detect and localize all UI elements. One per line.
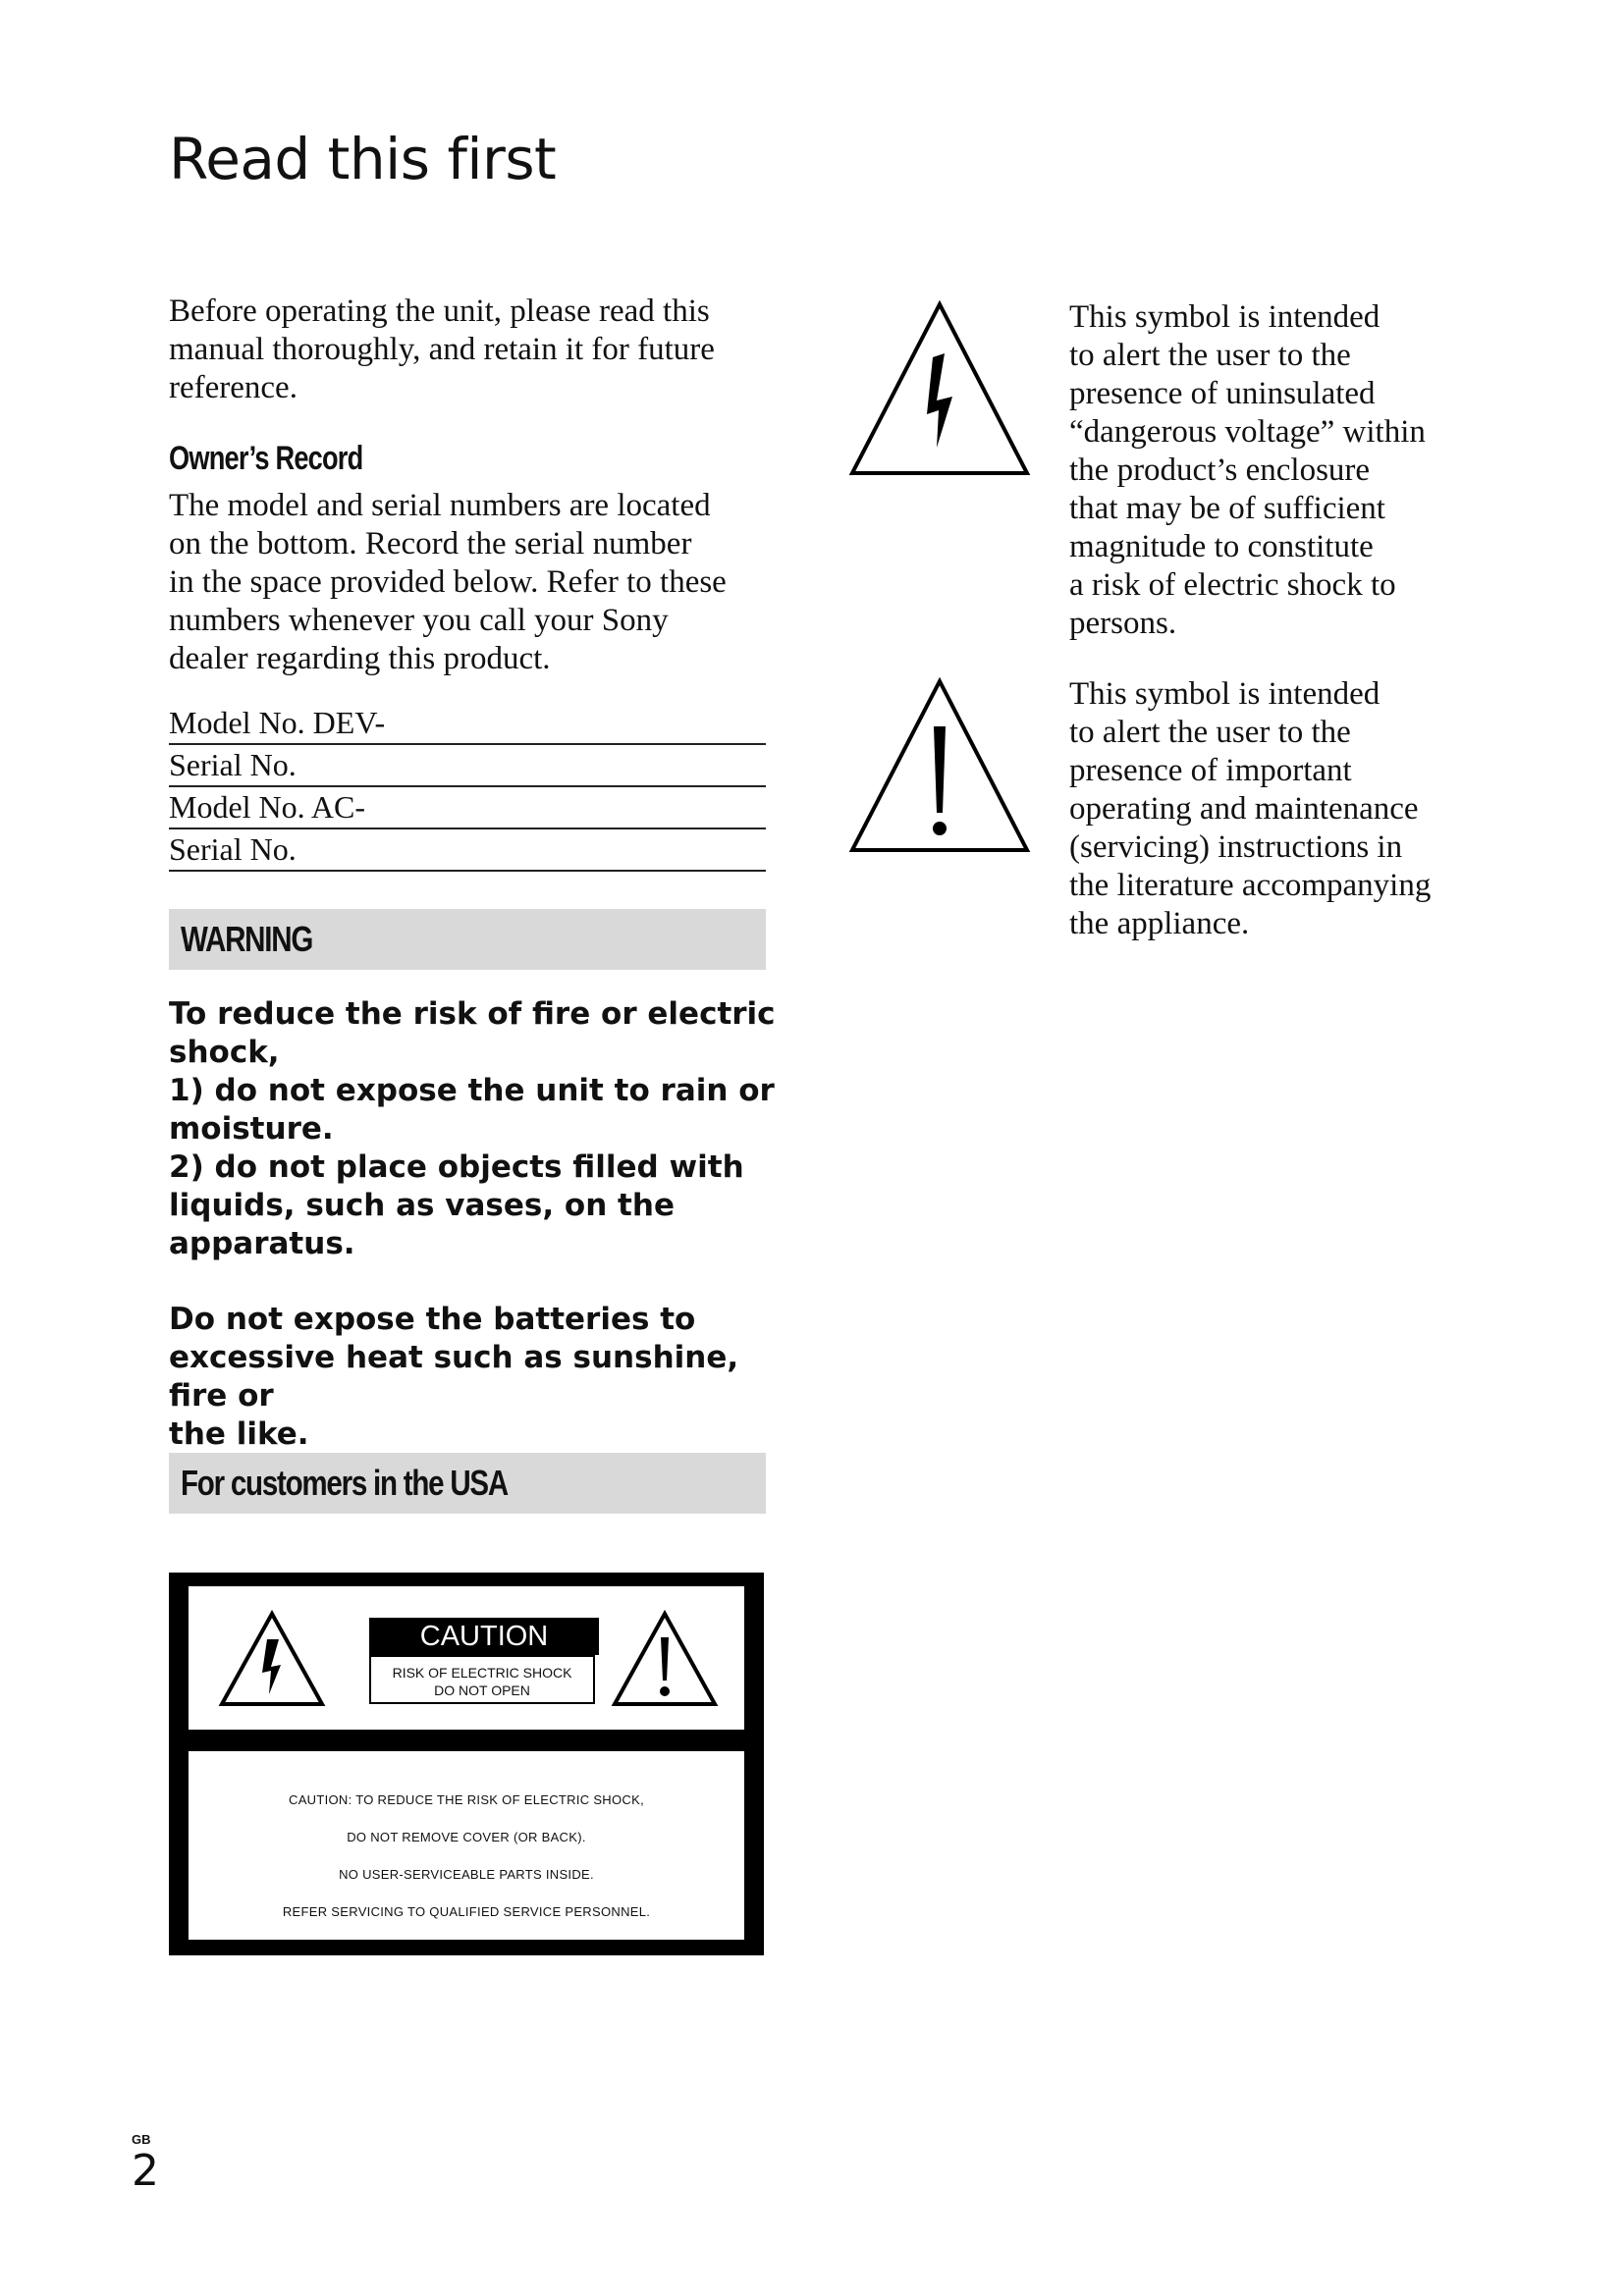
caution-subtitle <box>369 1655 595 1704</box>
symbol-line: to alert the user to the <box>1069 338 1351 373</box>
warning-line: 1) do not expose the unit to rain or <box>169 1073 775 1108</box>
caution-label-top <box>189 1586 744 1730</box>
page-language-code: GB <box>132 2132 151 2147</box>
symbol-line: persons. <box>1069 606 1177 641</box>
warning-line: 2) do not place objects filled with <box>169 1149 744 1185</box>
owners-record-text <box>169 487 766 678</box>
symbol-line: presence of uninsulated <box>1069 376 1376 411</box>
owners-line: numbers whenever you call your Sony <box>169 603 669 638</box>
symbol-line: that may be of sufficient <box>1069 491 1385 526</box>
usa-heading: For customers in the USA <box>181 1463 508 1503</box>
symbol-line: the product’s enclosure <box>1069 453 1371 488</box>
symbol-line: This symbol is intended <box>1069 676 1380 712</box>
caution-sub-line: DO NOT OPEN <box>434 1682 530 1698</box>
exclamation-triangle-icon <box>611 1610 719 1708</box>
caution-line: CAUTION: TO REDUCE THE RISK OF ELECTRIC SHOCK, <box>289 1792 644 1807</box>
warning-heading: WARNING <box>181 919 313 959</box>
owners-line: The model and serial numbers are located <box>169 488 711 523</box>
caution-label <box>169 1573 764 1955</box>
caution-title: CAUTION <box>369 1618 599 1655</box>
warning-line: shock, <box>169 1035 280 1070</box>
caution-label-bottom <box>189 1751 744 1940</box>
warning-line: To reduce the risk of fire or electric <box>169 996 776 1032</box>
warning-line: apparatus. <box>169 1226 355 1261</box>
warning-text-2 <box>169 1301 778 1454</box>
intro-text: Before operating the unit, please read this manual thoroughly, and retain it for future reference. <box>169 294 715 405</box>
owners-line: dealer regarding this product. <box>169 641 551 676</box>
symbol-line: (servicing) instructions in <box>1069 829 1403 865</box>
warning-bar <box>169 909 766 970</box>
model-no-ac-field: Model No. AC- <box>169 785 766 829</box>
serial-no-field: Serial No. <box>169 743 766 787</box>
caution-sub-line: RISK OF ELECTRIC SHOCK <box>392 1665 572 1681</box>
usa-bar <box>169 1453 766 1514</box>
exclamation-triangle-icon <box>848 677 1031 854</box>
owners-line: in the space provided below. Refer to these <box>169 564 727 600</box>
symbol-line: to alert the user to the <box>1069 715 1351 750</box>
symbol-line: the appliance. <box>1069 906 1250 941</box>
symbol-line: presence of important <box>1069 753 1352 788</box>
page-number: 2 <box>132 2146 159 2196</box>
voltage-symbol-text <box>1069 298 1482 643</box>
warning-line: Do not expose the batteries to <box>169 1302 696 1337</box>
instructions-symbol-text <box>1069 675 1482 943</box>
model-no-dev-field: Model No. DEV- <box>169 701 766 745</box>
warning-line: the like. <box>169 1416 309 1452</box>
symbol-line: “dangerous voltage” within <box>1069 414 1426 450</box>
caution-line: NO USER-SERVICEABLE PARTS INSIDE. <box>339 1867 594 1882</box>
symbol-line: a risk of electric shock to <box>1069 567 1396 603</box>
lightning-triangle-icon <box>848 300 1031 477</box>
caution-line: DO NOT REMOVE COVER (OR BACK). <box>347 1830 586 1844</box>
warning-line: liquids, such as vases, on the <box>169 1188 675 1223</box>
page-title: Read this first <box>169 126 557 192</box>
owners-record-heading <box>169 440 766 478</box>
warning-line: excessive heat such as sunshine, fire or <box>169 1340 739 1414</box>
owners-record-heading-text: Owner’s Record <box>169 440 363 477</box>
symbol-line: operating and maintenance <box>1069 791 1419 827</box>
symbol-line: magnitude to constitute <box>1069 529 1374 564</box>
lightning-triangle-icon <box>218 1610 326 1708</box>
caution-line: REFER SERVICING TO QUALIFIED SERVICE PERSONNEL. <box>282 1904 651 1919</box>
owners-line: on the bottom. Record the serial number <box>169 526 692 561</box>
warning-text-1 <box>169 995 778 1263</box>
symbol-line: This symbol is intended <box>1069 299 1380 335</box>
serial-no-field: Serial No. <box>169 828 766 872</box>
warning-line: moisture. <box>169 1111 334 1147</box>
symbol-line: the literature accompanying <box>1069 868 1432 903</box>
